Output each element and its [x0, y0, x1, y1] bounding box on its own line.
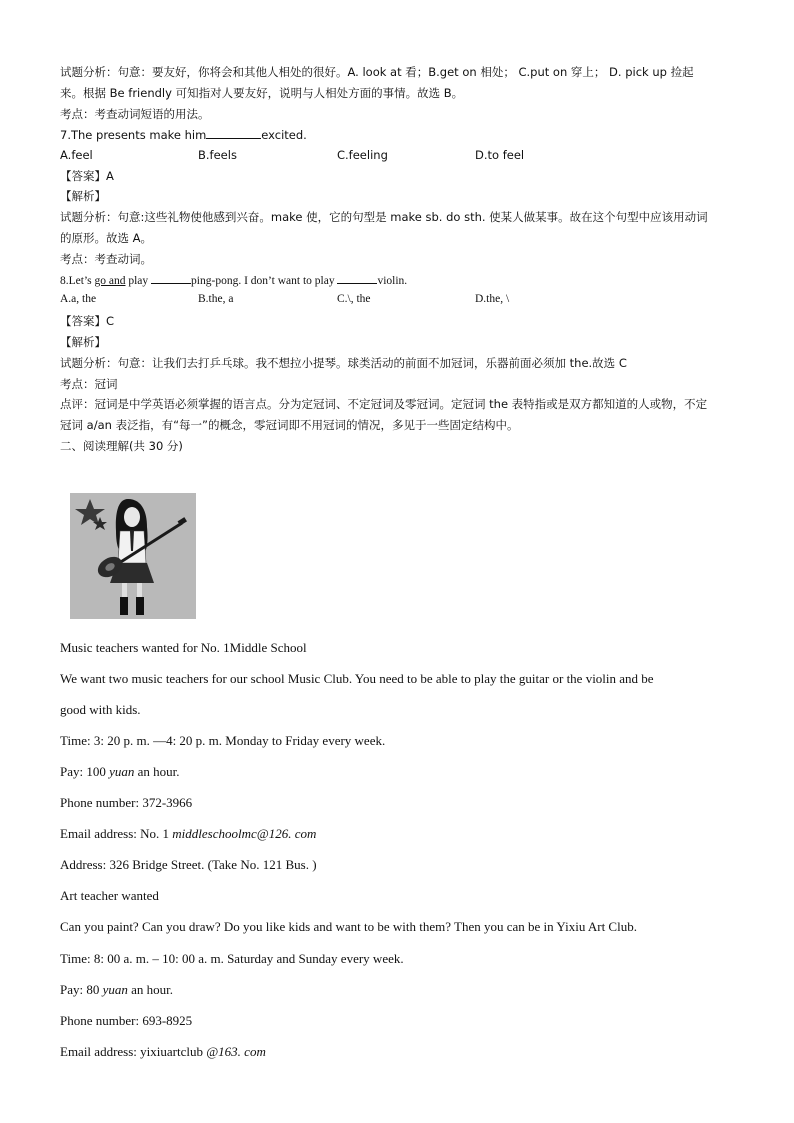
q7-stem	[60, 127, 307, 142]
q8-kaodian: 考点：冠词	[60, 377, 118, 391]
prev-analysis-line2: 来。根据 Be friendly 可知指对人要友好，说明与人相处方面的事情。故选 B。	[60, 86, 464, 100]
q7-jiexi: 【解析】	[60, 189, 106, 203]
q8-stem-play: play	[125, 275, 152, 287]
q8-dianping-line1: 点评：冠词是中学英语必须掌握的语言点。分为定冠词、不定冠词及零冠词。定冠词 the 表特指或是双方都知道的人或物，不定	[60, 397, 708, 411]
q8-stem-mid: ping-pong. I don’t want to play	[191, 275, 338, 287]
section-heading-reading: 二、阅读理解(共 30 分)	[60, 439, 183, 453]
ad1-address: Address: 326 Bridge Street. (Take No. 121 Bus. )	[60, 857, 317, 872]
q7-option-b: B.feels	[198, 148, 237, 162]
girl-with-guitar-photo	[70, 493, 196, 619]
ad1-pay-suffix: an hour.	[134, 764, 180, 779]
ad1-pay-unit: yuan	[109, 764, 135, 779]
q8-analysis: 试题分析：句意：让我们去打乒乓球。我不想拉小提琴。球类活动的前面不加冠词，乐器前面必须加 the.故选 C	[60, 356, 627, 370]
q7-option-c: C.feeling	[337, 148, 388, 162]
q8-option-c: C.\, the	[337, 293, 371, 305]
left-boot	[120, 597, 128, 615]
q8-option-a: A.a, the	[60, 293, 97, 305]
ad2-pay-prefix: Pay: 80	[60, 982, 103, 997]
q8-stem	[60, 272, 407, 288]
ad2-email-prefix: Email address: yixiuartclub	[60, 1044, 207, 1059]
face-shape	[124, 507, 140, 527]
ad1-time: Time: 3: 20 p. m. —4: 20 p. m. Monday to Friday every week.	[60, 733, 386, 748]
ad1-pay	[60, 765, 180, 779]
ad2-time: Time: 8: 00 a. m. – 10: 00 a. m. Saturday and Sunday every week.	[60, 951, 404, 966]
q8-dianping-line2: 冠词 a/an 表泛指，有“每一”的概念，零冠词即不用冠词的情况，多见于一些固定结构中。	[60, 418, 519, 432]
q7-answer: 【答案】A	[60, 169, 114, 183]
ad1-title: Music teachers wanted for No. 1Middle School	[60, 640, 307, 655]
q8-option-b: B.the, a	[198, 293, 234, 305]
q8-stem-end: violin.	[377, 275, 408, 287]
ad2-email-value: @163. com	[206, 1044, 266, 1059]
q8-stem-prefix: 8.Let’s	[60, 275, 95, 287]
prev-analysis-line1: 试题分析：句意：要友好，你将会和其他人相处的很好。A. look at 看；B.get on 相处； C.put on 穿上； D. pick up 捡起	[60, 65, 694, 79]
q7-option-d: D.to feel	[475, 148, 525, 162]
q8-blank-1	[151, 272, 191, 284]
ad1-pay-prefix: Pay: 100	[60, 764, 110, 779]
q8-blank-2	[337, 272, 377, 284]
right-boot	[136, 597, 144, 615]
q8-option-d: D.the, \	[475, 293, 510, 305]
q7-stem-before: 7.The presents make him	[60, 128, 207, 142]
ad2-title: Art teacher wanted	[60, 888, 159, 903]
prev-kaodian: 考点：考查动词短语的用法。	[60, 107, 210, 121]
ad2-pay	[60, 983, 173, 997]
q7-kaodian: 考点：考查动词。	[60, 252, 152, 266]
ad1-email-prefix: Email address: No. 1	[60, 826, 173, 841]
ad2-description: Can you paint? Can you draw? Do you like kids and want to be with them? Then you can be in Yixiu Art Club.	[60, 919, 637, 934]
ad2-pay-unit: yuan	[102, 982, 128, 997]
q7-stem-after: excited.	[261, 128, 307, 142]
q8-answer: 【答案】C	[60, 314, 115, 328]
q7-analysis-line2: 的原形。故选 A。	[60, 231, 153, 245]
q7-analysis-line1: 试题分析：句意:这些礼物使他感到兴奋。make 使，它的句型是 make sb. do sth. 使某人做某事。故在这个句型中应该用动词	[60, 210, 708, 224]
ad1-email-value: middleschoolmc@126. com	[172, 826, 317, 841]
ad1-phone: Phone number: 372-3966	[60, 795, 193, 810]
ad1-description-line2: good with kids.	[60, 702, 141, 717]
ad2-pay-suffix: an hour.	[127, 982, 174, 997]
ad2-email	[60, 1045, 266, 1059]
ad2-phone: Phone number: 693-8925	[60, 1013, 193, 1028]
ad1-description-line1: We want two music teachers for our school Music Club. You need to be able to play the guitar or the violin and be	[60, 671, 654, 686]
q8-jiexi: 【解析】	[60, 335, 106, 349]
q7-option-a: A.feel	[60, 148, 93, 162]
ad1-email	[60, 827, 316, 841]
q7-blank	[206, 127, 261, 139]
q8-stem-go: go and	[94, 275, 126, 287]
